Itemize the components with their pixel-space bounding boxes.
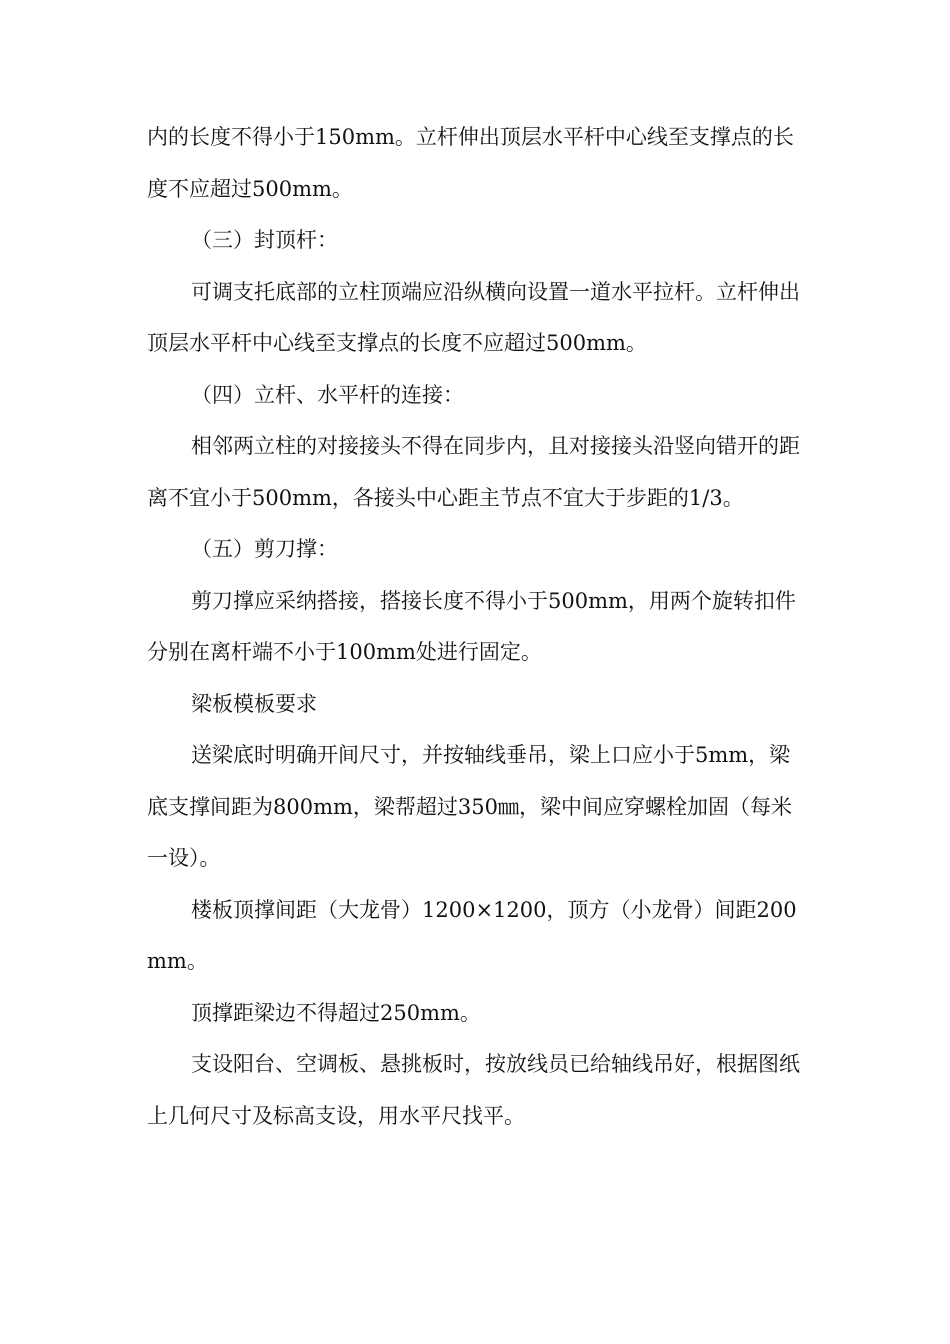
paragraph-11: 顶撑距梁边不得超过250mm。 [191,1000,481,1025]
section-heading-5: （五）剪刀撑： [191,537,338,561]
document-body [147,112,807,1142]
paragraph-9: 送梁底时明确开间尺寸，并按轴线垂吊，梁上口应小于5mm，梁底支撑间距为800mm，梁帮超过350㎜，梁中间应穿螺栓加固（每米一设）。 [147,743,792,870]
paragraph-3: 可调支托底部的立柱顶端应沿纵横向设置一道水平拉杆。立杆伸出顶层水平杆中心线至支撑点的长度不应超过500mm。 [147,279,800,355]
paragraph-10: 楼板顶撑间距（大龙骨）1200×1200，顶方（小龙骨）间距200mm。 [147,897,797,973]
paragraph-12: 支设阳台、空调板、悬挑板时，按放线员已给轴线吊好，根据图纸上几何尺寸及标高支设，用水平尺找平。 [147,1052,800,1128]
section-heading-beam: 梁板模板要求 [191,691,317,716]
paragraph-5: 相邻两立柱的对接接头不得在同步内，且对接接头沿竖向错开的距离不宜小于500mm，各接头中心距主节点不宜大于步距的1/3。 [147,434,800,510]
section-heading-4: （四）立杆、水平杆的连接： [191,382,464,407]
section-heading-3: （三）封顶杆： [191,228,338,252]
paragraph-1: 内的长度不得小于150mm。立杆伸出顶层水平杆中心线至支撑点的长度不应超过500mm。 [147,125,794,201]
paragraph-7: 剪刀撑应采纳搭接，搭接长度不得小于500mm，用两个旋转扣件分别在离杆端不小于100mm处进行固定。 [147,588,796,664]
